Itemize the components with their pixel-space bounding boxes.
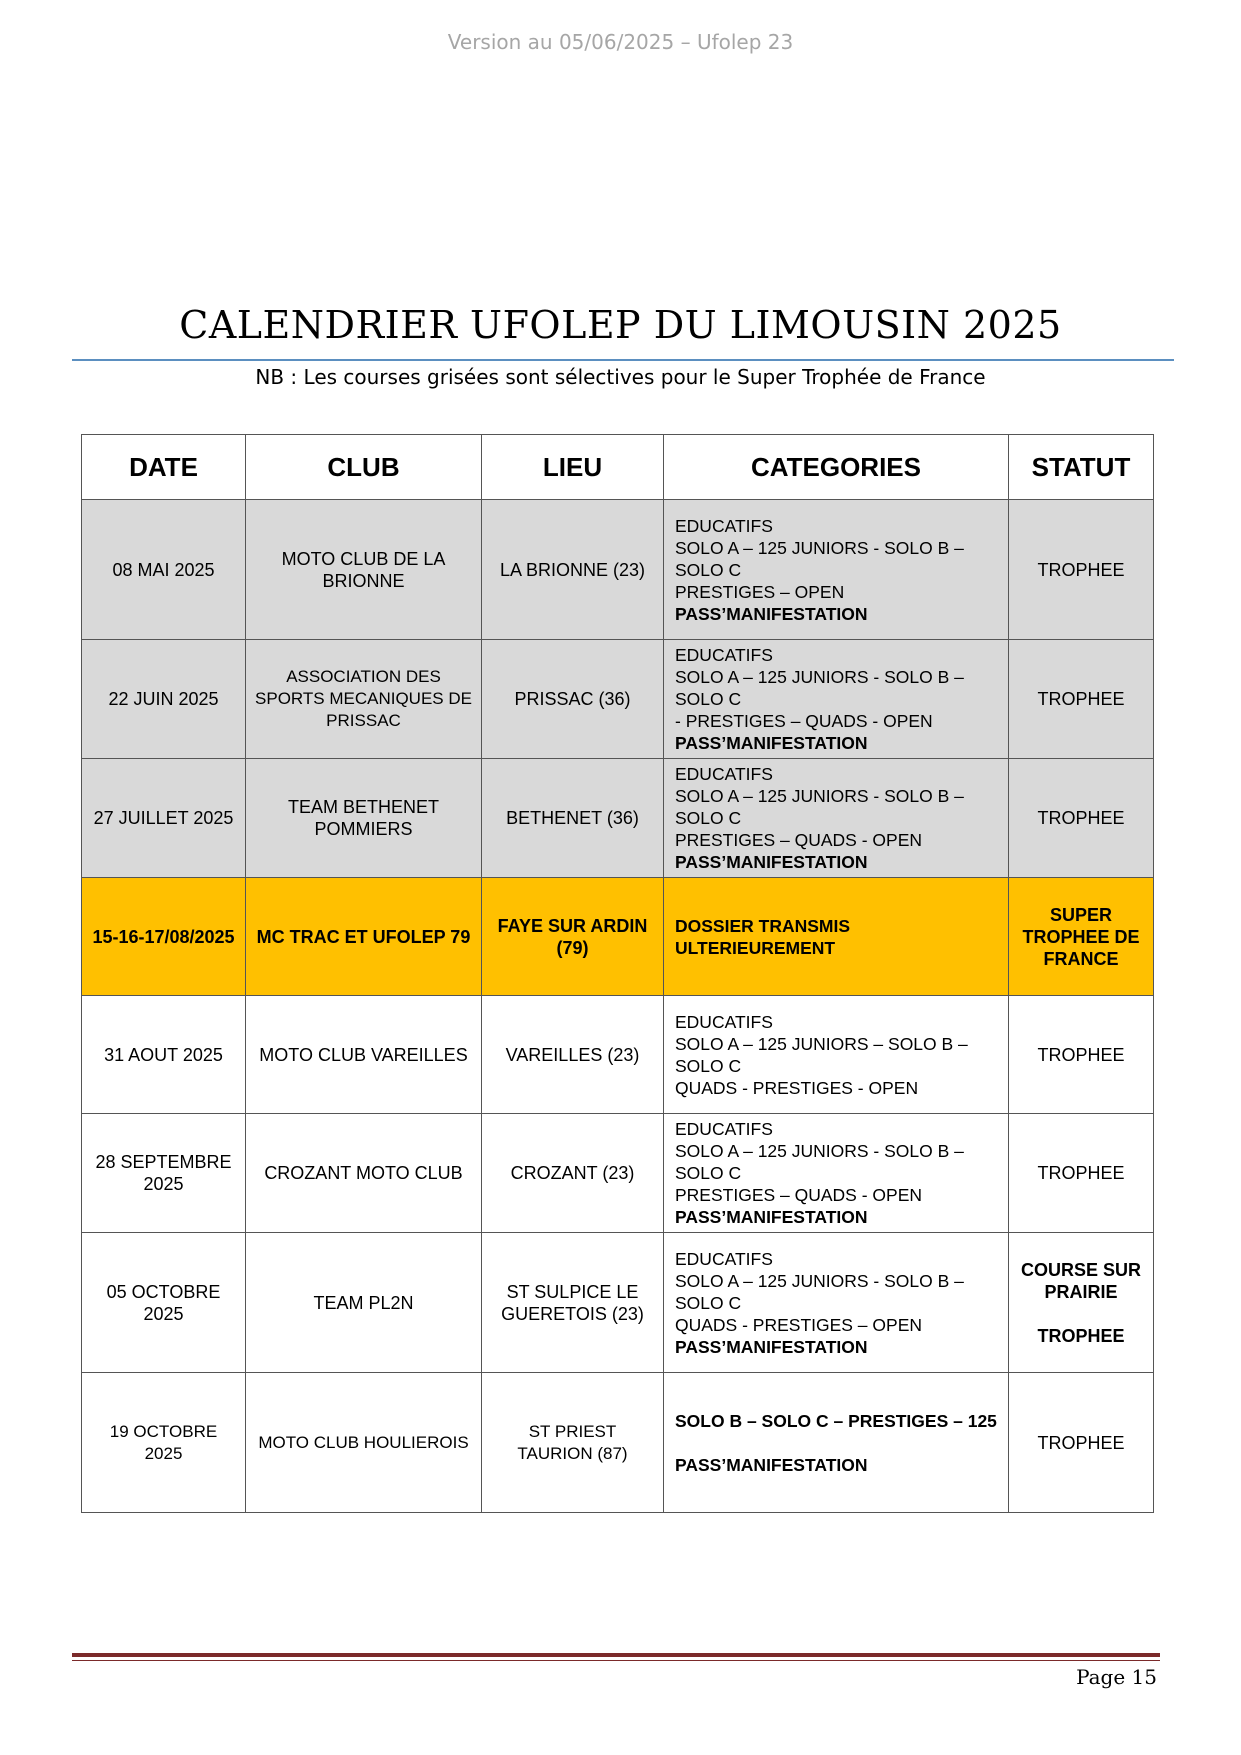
category-pass: PASS’MANIFESTATION	[675, 1454, 868, 1475]
header-statut: STATUT	[1009, 435, 1154, 500]
category-line: EDUCATIFS	[675, 1119, 773, 1139]
table-row	[82, 878, 1154, 996]
title-divider	[72, 359, 1174, 361]
category-line: DOSSIER TRANSMIS ULTERIEUREMENT	[675, 915, 851, 958]
cell-date: 08 MAI 2025	[82, 500, 246, 640]
cell-lieu: ST PRIEST TAURION (87)	[482, 1373, 664, 1513]
cell-categories	[664, 878, 1009, 996]
category-line: SOLO A – 125 JUNIORS - SOLO B – SOLO C	[675, 1141, 964, 1183]
cell-lieu: LA BRIONNE (23)	[482, 500, 664, 640]
cell-statut: TROPHEE	[1009, 759, 1154, 878]
table-row	[82, 1114, 1154, 1233]
category-pass: PASS’MANIFESTATION	[675, 603, 868, 624]
cell-club: MC TRAC ET UFOLEP 79	[246, 878, 482, 996]
cell-statut	[1009, 1233, 1154, 1373]
header-club: CLUB	[246, 435, 482, 500]
cell-date: 28 SEPTEMBRE 2025	[82, 1114, 246, 1233]
table-row	[82, 996, 1154, 1114]
page-subtitle: NB : Les courses grisées sont sélectives pour le Super Trophée de France	[255, 365, 986, 389]
cell-lieu: FAYE SUR ARDIN (79)	[482, 878, 664, 996]
cell-club: MOTO CLUB VAREILLES	[246, 996, 482, 1114]
cell-club: ASSOCIATION DES SPORTS MECANIQUES DE PRISSAC	[246, 640, 482, 759]
statut-gap	[1017, 1303, 1145, 1325]
cell-lieu: VAREILLES (23)	[482, 996, 664, 1114]
cell-statut: TROPHEE	[1009, 996, 1154, 1114]
header-date: DATE	[82, 435, 246, 500]
cell-categories	[664, 1373, 1009, 1513]
category-line: SOLO A – 125 JUNIORS - SOLO B – SOLO C	[675, 537, 964, 580]
category-pass: PASS’MANIFESTATION	[675, 852, 868, 872]
footer-divider	[72, 1653, 1160, 1657]
cell-lieu: BETHENET (36)	[482, 759, 664, 878]
cell-club: MOTO CLUB HOULIEROIS	[246, 1373, 482, 1513]
cell-statut: SUPER TROPHEE DE FRANCE	[1009, 878, 1154, 996]
statut-line: COURSE SUR PRAIRIE	[1020, 1259, 1141, 1302]
cell-date: 22 JUIN 2025	[82, 640, 246, 759]
cell-date: 15-16-17/08/2025	[82, 878, 246, 996]
cell-club: TEAM BETHENET POMMIERS	[246, 759, 482, 878]
category-line: EDUCATIFS	[675, 515, 773, 536]
cell-categories	[664, 1233, 1009, 1373]
category-line: QUADS - PRESTIGES – OPEN	[675, 1314, 922, 1335]
cell-statut: TROPHEE	[1009, 500, 1154, 640]
category-line: SOLO A – 125 JUNIORS - SOLO B – SOLO C	[675, 786, 964, 828]
category-line: EDUCATIFS	[675, 764, 773, 784]
category-line: - PRESTIGES – QUADS - OPEN	[675, 711, 933, 731]
cell-categories	[664, 500, 1009, 640]
footer-divider-thin	[72, 1660, 1160, 1661]
category-pass: PASS’MANIFESTATION	[675, 733, 868, 753]
category-line: PRESTIGES – QUADS - OPEN	[675, 1185, 922, 1205]
category-line: EDUCATIFS	[675, 1011, 773, 1032]
category-line: EDUCATIFS	[675, 1248, 773, 1269]
page-title: CALENDRIER UFOLEP DU LIMOUSIN 2025	[179, 303, 1062, 347]
cell-club: CROZANT MOTO CLUB	[246, 1114, 482, 1233]
cell-club: TEAM PL2N	[246, 1233, 482, 1373]
cell-date: 05 OCTOBRE 2025	[82, 1233, 246, 1373]
table-row	[82, 1233, 1154, 1373]
category-line: SOLO A – 125 JUNIORS – SOLO B – SOLO C	[675, 1033, 968, 1076]
cell-categories	[664, 1114, 1009, 1233]
cell-statut: TROPHEE	[1009, 640, 1154, 759]
category-gap	[675, 1432, 1000, 1454]
cell-statut: TROPHEE	[1009, 1114, 1154, 1233]
cell-date: 27 JUILLET 2025	[82, 759, 246, 878]
category-line: PRESTIGES – OPEN	[675, 581, 845, 602]
cell-categories	[664, 996, 1009, 1114]
category-line: SOLO A – 125 JUNIORS - SOLO B – SOLO C	[675, 667, 964, 709]
category-line: SOLO B – SOLO C – PRESTIGES – 125	[675, 1410, 997, 1431]
cell-lieu: ST SULPICE LE GUERETOIS (23)	[482, 1233, 664, 1373]
header-lieu: LIEU	[482, 435, 664, 500]
cell-lieu: CROZANT (23)	[482, 1114, 664, 1233]
cell-club: MOTO CLUB DE LA BRIONNE	[246, 500, 482, 640]
calendar-table	[81, 434, 1154, 1513]
cell-statut: TROPHEE	[1009, 1373, 1154, 1513]
page-number: Page 15	[1076, 1665, 1157, 1689]
category-line: SOLO A – 125 JUNIORS - SOLO B – SOLO C	[675, 1270, 964, 1313]
category-pass: PASS’MANIFESTATION	[675, 1207, 868, 1227]
table-row	[82, 500, 1154, 640]
table-row	[82, 759, 1154, 878]
cell-categories	[664, 759, 1009, 878]
cell-date: 19 OCTOBRE 2025	[82, 1373, 246, 1513]
table-row	[82, 640, 1154, 759]
cell-date: 31 AOUT 2025	[82, 996, 246, 1114]
cell-categories	[664, 640, 1009, 759]
header-version: Version au 05/06/2025 – Ufolep 23	[447, 30, 794, 54]
cell-lieu: PRISSAC (36)	[482, 640, 664, 759]
statut-line: TROPHEE	[1037, 1325, 1125, 1346]
header-categories: CATEGORIES	[664, 435, 1009, 500]
category-line: EDUCATIFS	[675, 645, 773, 665]
table-row	[82, 1373, 1154, 1513]
category-line: PRESTIGES – QUADS - OPEN	[675, 830, 922, 850]
table-header-row	[82, 435, 1154, 500]
category-line: QUADS - PRESTIGES - OPEN	[675, 1077, 919, 1098]
category-pass: PASS’MANIFESTATION	[675, 1336, 868, 1357]
